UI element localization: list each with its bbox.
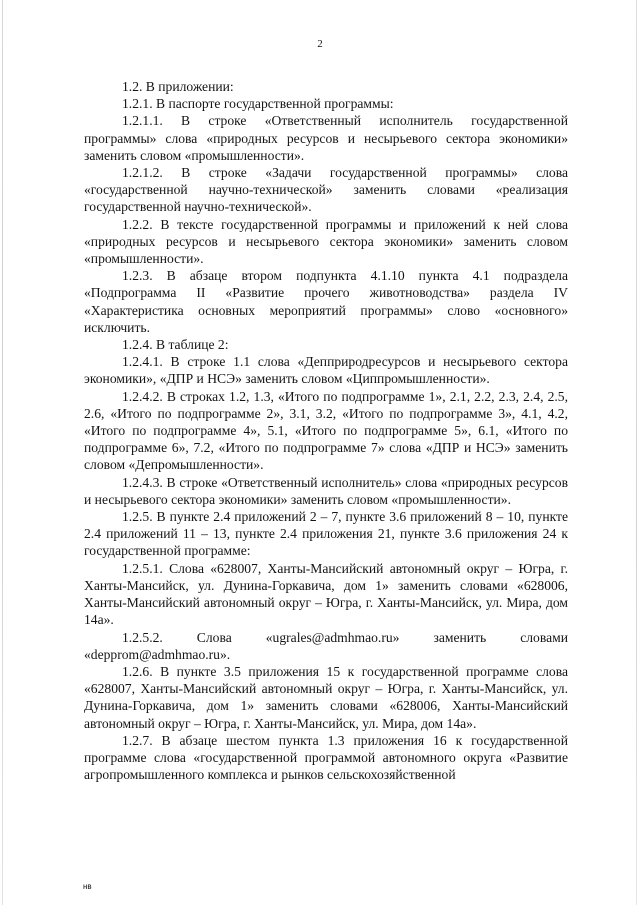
paragraph-1-2-4: 1.2.4. В таблице 2: <box>122 337 229 353</box>
scan-edge-right <box>636 0 637 905</box>
paragraph-1-2-1: 1.2.1. В паспорте государственной программы: <box>122 96 394 112</box>
paragraph-1-2-7: 1.2.7. В абзаце шестом пункта 1.3 приложения 16 к государственной программе слова «государственной программой автономного округа «Развитие агропромышленного комплекса и рынков сельскохозяйственной <box>84 732 568 783</box>
paragraph-1-2-4-2: 1.2.4.2. В строках 1.2, 1.3, «Итого по подпрограмме 1», 2.1, 2.2, 2.3, 2.4, 2.5, 2.6, «Итого по подпрограмме 2», 3.1, 3.2, «Итого по подпрограмме 3», 4.1, 4.2, «Итого по подпрограмме 4», 5.1, «Итого по подпрограмме 5», 6.1, «Итого по подпрограмме 6», 7.2, «Итого по подпрограмме 7» слова «ДПР и НСЭ» заменить словом «Депромышленности». <box>84 388 568 473</box>
paragraph-1-2-4-3: 1.2.4.3. В строке «Ответственный исполнитель» слова «природных ресурсов и несырьевого сектора экономики» заменить словом «промышленности». <box>84 474 568 507</box>
scan-edge-left <box>2 0 3 905</box>
paragraph-1-2-5-1: 1.2.5.1. Слова «628007, Ханты-Мансийский автономный округ – Югра, г. Ханты-Мансийск, ул. Дунина-Горкавича, дом 1» заменить словами «628006, Ханты-Мансийский автономный округ – Югра, г. Ханты-Мансийск, ул. Мира, дом 14а». <box>84 560 568 628</box>
footer-initials: нв <box>83 882 92 891</box>
paragraph-1-2-1-2: 1.2.1.2. В строке «Задачи государственной программы» слова «государственной научно-технической» заменить словами «реализация государственной научно-технической». <box>84 165 568 215</box>
paragraph-1-2: 1.2. В приложении: <box>122 79 234 94</box>
paragraph-1-2-5: 1.2.5. В пункте 2.4 приложений 2 – 7, пункте 3.6 приложений 8 – 10, пункте 2.4 приложений 11 – 13, пункте 2.4 приложения 21, пункте 3.6 приложения 24 к государственной программе: <box>84 509 568 559</box>
page-number: 2 <box>317 38 323 50</box>
document-body <box>84 78 568 783</box>
paragraph-1-2-5-2: 1.2.5.2. Слова «ugrales@admhmao.ru» заменить словами «depprom@admhmao.ru». <box>84 629 568 662</box>
paragraph-1-2-2: 1.2.2. В тексте государственной программы и приложений к ней слова «природных ресурсов и несырьевого сектора экономики» заменить словом «промышленности». <box>84 216 568 267</box>
paragraph-1-2-3: 1.2.3. В абзаце втором подпункта 4.1.10 пункта 4.1 подраздела «Подпрограмма II «Развитие прочего животноводства» раздела IV «Характеристика основных мероприятий программы» слово «основного» исключить. <box>84 268 568 335</box>
paragraph-1-2-4-1: 1.2.4.1. В строке 1.1 слова «Депприродресурсов и несырьевого сектора экономики», «ДПР и НСЭ» заменить словом «Циппромышленности». <box>84 354 568 387</box>
paragraph-1-2-1-1: 1.2.1.1. В строке «Ответственный исполнитель государственной программы» слова «природных ресурсов и несырьевого сектора экономики» заменить словом «промышленности». <box>84 113 568 163</box>
paragraph-1-2-6: 1.2.6. В пункте 3.5 приложения 15 к государственной программе слова «628007, Ханты-Мансийский автономный округ – Югра, г. Ханты-Мансийск, ул. Дунина-Горкавича, дом 1» заменить словами «628006, Ханты-Мансийский автономный округ – Югра, г. Ханты-Мансийск, ул. Мира, дом 14а». <box>84 663 568 731</box>
